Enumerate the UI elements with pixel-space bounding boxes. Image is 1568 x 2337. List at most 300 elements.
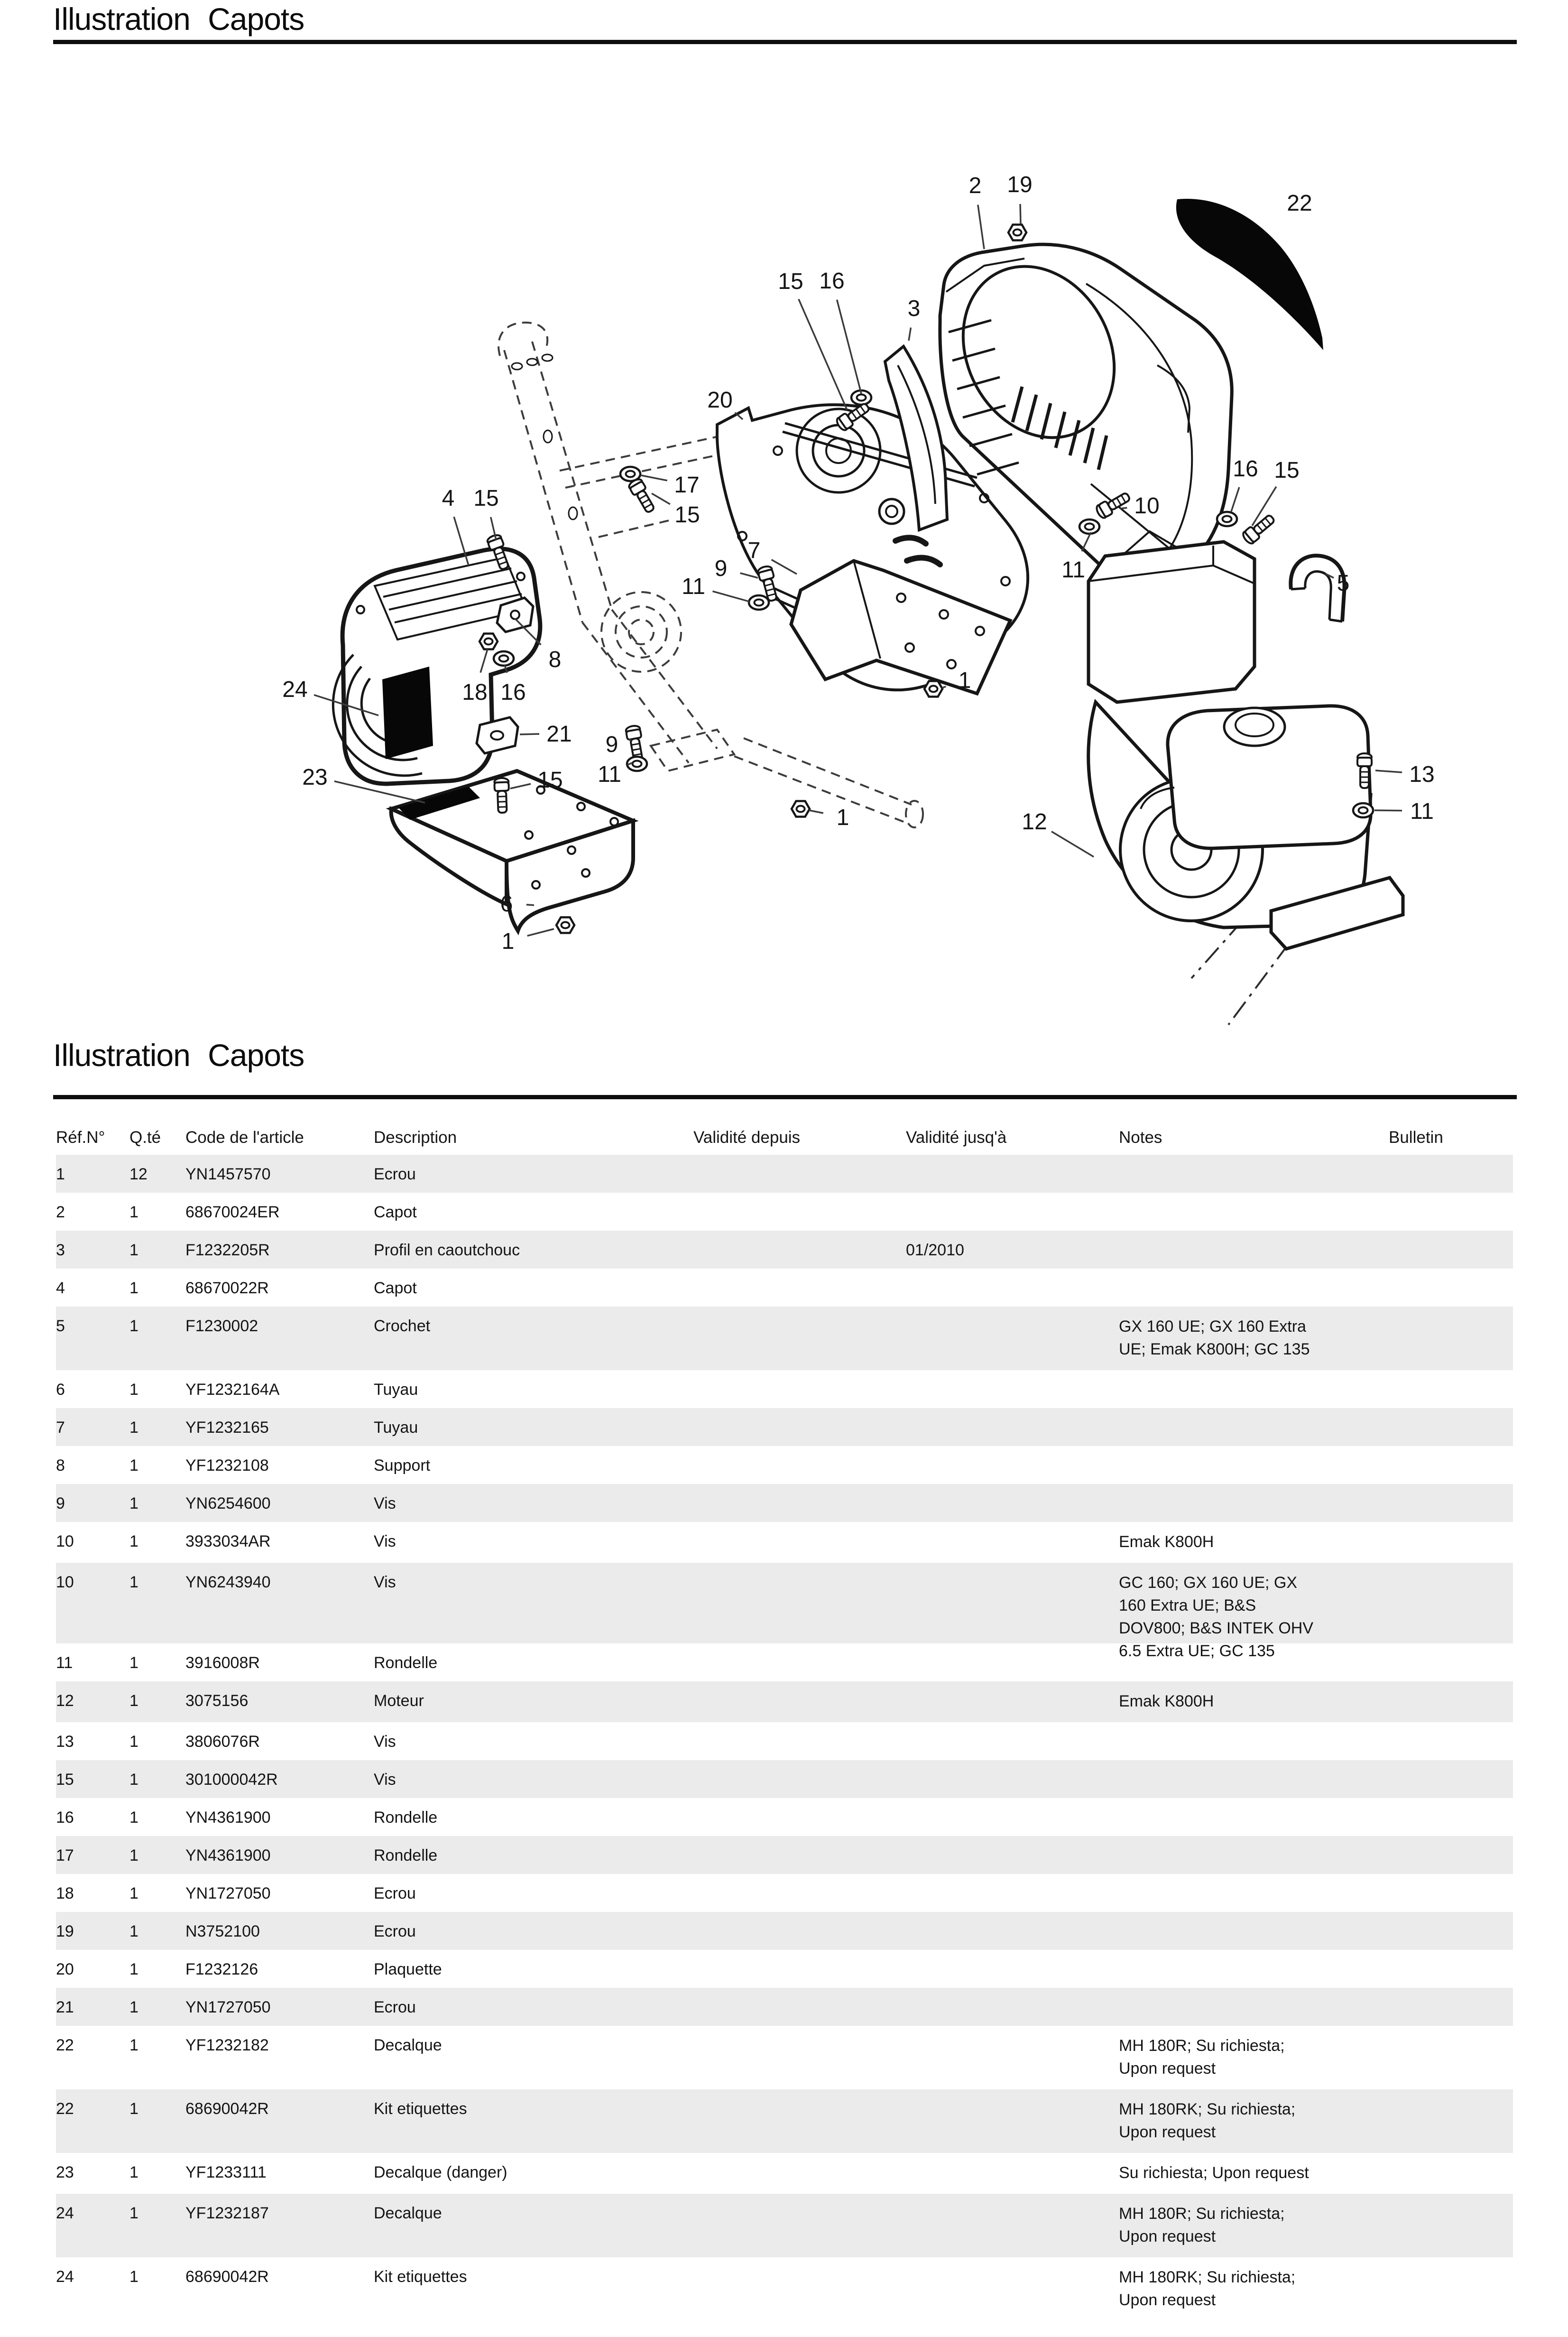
cell-code: YN1457570 [185,1165,271,1183]
leader-line [1120,508,1127,509]
cell-to [906,1760,1119,1798]
cell-to [906,2026,1119,2089]
cell-ref: 6 [56,1381,65,1399]
cell-desc: Moteur [374,1692,424,1710]
cell-bulletin [1389,1155,1513,1193]
cell-from [693,1408,906,1446]
table-row [56,1950,1513,1988]
cell-ref: 12 [56,1692,74,1710]
leader-line [712,591,749,602]
cell-from [693,2089,906,2153]
cell-qty: 1 [129,1960,138,1978]
cell-code: 3916008R [185,1654,260,1672]
cell-notes [1119,1370,1389,1408]
callout-16: 16 [500,680,526,705]
title-rule [53,40,1517,44]
cell-bulletin [1389,1522,1513,1563]
cell-ref: 13 [56,1733,74,1751]
callout-16: 16 [1233,456,1258,482]
leader-line [978,205,984,249]
cell-notes [1119,1446,1389,1484]
table-row [56,1193,1513,1231]
leader-line [1051,832,1094,857]
cell-from [693,1950,906,1988]
washer-icon [1217,512,1237,526]
cell-desc: Profil en caoutchouc [374,1241,520,1259]
cell-qty: 1 [129,2036,138,2054]
cell-to [906,1798,1119,1836]
cell-code: 3933034AR [185,1532,271,1550]
cell-bulletin [1389,2089,1513,2153]
cell-desc: Ecrou [374,1922,416,1940]
callout-11: 11 [1061,557,1085,583]
cell-to [906,1484,1119,1522]
cell-notes [1119,1408,1389,1446]
section-title: Illustration Capots [53,1038,304,1073]
cell-from [693,2257,906,2321]
page-title: Illustration Capots [53,1,304,37]
cell-ref: 24 [56,2268,74,2286]
cell-from [693,1988,906,2026]
cell-code: 3806076R [185,1733,260,1751]
cell-from [693,1912,906,1950]
side-cover-part [333,549,540,784]
cell-qty: 1 [129,2204,138,2222]
cell-desc: Vis [374,1771,396,1789]
cell-to [906,2257,1119,2321]
cell-to [906,2089,1119,2153]
cell-desc: Tuyau [374,1419,418,1437]
section-title-rule [53,1095,1517,1099]
nut-icon [924,681,942,697]
table-header-row [56,1122,1513,1155]
cell-bulletin [1389,2026,1513,2089]
callout-24: 24 [282,677,308,702]
callout-9: 9 [714,556,728,581]
cell-desc: Kit etiquettes [374,2100,467,2118]
cell-code: YF1233111 [185,2163,267,2181]
cell-bulletin [1389,1760,1513,1798]
cell-to [906,1912,1119,1950]
cell-code: YF1232187 [185,2204,269,2222]
callout-10: 10 [1134,493,1160,519]
cell-from [693,1836,906,1874]
table-row [56,1988,1513,2026]
cell-notes [1119,1155,1389,1193]
cell-code: YN6243940 [185,1573,271,1591]
cell-from [693,2153,906,2194]
cell-code: YF1232164A [185,1381,280,1399]
cell-bulletin [1389,1681,1513,1722]
cell-qty: 1 [129,1846,138,1864]
cell-from [693,1307,906,1370]
cell-qty: 1 [129,1317,138,1335]
cell-ref: 9 [56,1494,65,1512]
cell-ref: 11 [56,1654,73,1672]
leader-line [641,475,667,481]
table-row [56,2194,1513,2257]
cell-desc: Vis [374,1733,396,1751]
table-row [56,1563,1513,1660]
cell-to [906,1988,1119,2026]
cell-desc: Tuyau [374,1381,418,1399]
cell-bulletin [1389,2194,1513,2257]
cell-to [906,1950,1119,1988]
callout-15: 15 [1274,458,1300,483]
cell-ref: 20 [56,1960,74,1978]
cell-ref: 24 [56,2204,74,2222]
cell-from [693,1269,906,1307]
cell-to [906,1370,1119,1408]
table-row [56,1874,1513,1912]
callout-11: 11 [682,574,705,599]
cell-to [906,1307,1119,1370]
cell-from [693,1798,906,1836]
cell-bulletin [1389,1798,1513,1836]
leader-line [527,929,554,936]
cell-bulletin [1389,1874,1513,1912]
callout-15: 15 [674,502,700,528]
cell-to [906,1446,1119,1484]
cell-qty: 1 [129,1884,138,1902]
cell-ref: 8 [56,1456,65,1475]
table-row [56,1231,1513,1269]
cell-notes [1119,1231,1389,1269]
cell-qty: 1 [129,2163,138,2181]
leader-line [1231,487,1239,511]
cell-notes: Emak K800H [1119,1692,1214,1710]
cell-ref: 2 [56,1203,65,1221]
col-header-to: Validité jusq'à [906,1128,1007,1147]
cell-from [693,1681,906,1722]
cell-code: 68690042R [185,2268,269,2286]
leader-line [799,299,847,410]
callout-9: 9 [605,732,618,757]
callout-7: 7 [747,538,761,563]
callout-4: 4 [442,486,455,511]
callout-1: 1 [958,668,971,693]
callout-12: 12 [1022,809,1047,835]
cell-qty: 1 [129,1203,138,1221]
callout-11: 11 [1410,799,1434,824]
cell-from [693,1446,906,1484]
cell-desc: Capot [374,1203,417,1221]
cell-bulletin [1389,1912,1513,1950]
cell-bulletin [1389,1988,1513,2026]
cell-code: 68670022R [185,1279,269,1297]
cell-desc: Ecrou [374,1165,416,1183]
table-row [56,1446,1513,1484]
leader-line [809,810,823,813]
cell-ref: 7 [56,1419,65,1437]
cell-qty: 1 [129,1241,138,1259]
col-header-notes: Notes [1119,1128,1162,1147]
col-header-code: Code de l'article [185,1128,304,1147]
table-row [56,1522,1513,1563]
table-row [56,1370,1513,1408]
cell-qty: 1 [129,1998,138,2016]
cell-from [693,1874,906,1912]
cell-notes [1119,1950,1389,1988]
cell-qty: 1 [129,1419,138,1437]
cell-qty: 1 [129,1654,138,1672]
cell-code: F1230002 [185,1317,258,1335]
cell-qty: 1 [129,1922,138,1940]
cell-bulletin [1389,1484,1513,1522]
cell-ref: 21 [56,1998,74,2016]
callout-21: 21 [546,722,572,747]
leader-line [652,493,670,504]
cell-desc: Decalque [374,2036,442,2054]
cell-notes [1119,1836,1389,1874]
callout-22: 22 [1287,191,1312,216]
cell-notes [1119,1912,1389,1950]
cell-notes [1119,1193,1389,1231]
cell-bulletin [1389,1269,1513,1307]
cell-from [693,1231,906,1269]
callout-19: 19 [1007,172,1033,197]
leader-line [1020,204,1021,224]
cell-to [906,1408,1119,1446]
cell-ref: 16 [56,1808,74,1827]
cell-to [906,1269,1119,1307]
col-header-desc: Description [374,1128,457,1147]
cell-notes [1119,1988,1389,2026]
cell-qty: 1 [129,1279,138,1297]
cell-code: YN1727050 [185,1998,271,2016]
cell-qty: 1 [129,1494,138,1512]
cell-bulletin [1389,1722,1513,1760]
cell-ref: 22 [56,2036,74,2054]
callout-15: 15 [778,269,803,294]
cell-notes: MH 180R; Su richiesta; Upon request [1119,2037,1285,2077]
table-row [56,2257,1513,2321]
washer-icon [749,595,769,610]
cell-code: YN4361900 [185,1808,271,1827]
cell-desc: Plaquette [374,1960,442,1978]
cell-from [693,1484,906,1522]
cell-bulletin [1389,1950,1513,1988]
cell-from [693,2026,906,2089]
cell-to [906,1522,1119,1563]
cell-bulletin [1389,1836,1513,1874]
cell-from [693,1722,906,1760]
cell-from [693,2194,906,2257]
cell-desc: Rondelle [374,1654,438,1672]
cell-notes [1119,1760,1389,1798]
cell-desc: Capot [374,1279,417,1297]
table-row [56,2089,1513,2153]
leader-line [740,573,758,578]
cell-to: 01/2010 [906,1241,964,1259]
cell-qty: 1 [129,1808,138,1827]
cell-ref: 1 [56,1165,65,1183]
table-row [56,1836,1513,1874]
cell-to [906,1193,1119,1231]
cell-ref: 10 [56,1573,74,1591]
leader-line [942,686,946,688]
nut-icon [1008,225,1026,241]
cell-ref: 19 [56,1922,74,1940]
cell-notes [1119,1798,1389,1836]
col-header-qty: Q.té [129,1128,161,1147]
table-row [56,1798,1513,1836]
cell-from [693,1193,906,1231]
callout-1: 1 [501,929,515,954]
cell-desc: Support [374,1456,431,1475]
cell-desc: Crochet [374,1317,431,1335]
cell-code: F1232205R [185,1241,270,1259]
table-row [56,2153,1513,2194]
callout-23: 23 [302,765,328,790]
cell-to [906,1155,1119,1193]
cell-ref: 22 [56,2100,74,2118]
cell-notes: GC 160; GX 160 UE; GX 160 Extra UE; B&S DOV800; B&S INTEK OHV 6.5 Extra UE; GC 135 [1119,1574,1314,1660]
cell-ref: 23 [56,2163,74,2181]
callout-5: 5 [1337,571,1350,596]
parts-table [56,1122,1513,2321]
cell-bulletin [1389,2153,1513,2194]
table-row [56,1484,1513,1522]
table-row [56,2026,1513,2089]
cell-desc: Vis [374,1573,396,1591]
cell-qty: 1 [129,1733,138,1751]
callout-15: 15 [473,486,499,511]
callout-18: 18 [462,680,488,705]
nut-icon [556,918,574,933]
cell-from [693,1760,906,1798]
cell-to [906,1681,1119,1722]
table-row [56,1912,1513,1950]
callout-3: 3 [907,296,921,321]
col-header-from: Validité depuis [693,1128,801,1147]
cell-code: YN4361900 [185,1846,271,1864]
cell-desc: Vis [374,1532,396,1550]
table-row [56,1307,1513,1370]
cell-to [906,1836,1119,1874]
cell-qty: 1 [129,1381,138,1399]
cell-bulletin [1389,1370,1513,1408]
cell-ref: 15 [56,1771,74,1789]
table-row [56,1269,1513,1307]
leader-line [1374,810,1402,811]
table-row [56,1722,1513,1760]
cell-ref: 17 [56,1846,74,1864]
table-row [56,1760,1513,1798]
cell-desc: Ecrou [374,1884,416,1902]
cell-code: 68670024ER [185,1203,280,1221]
cell-qty: 1 [129,1692,138,1710]
nut-icon [480,634,498,649]
cell-desc: Kit etiquettes [374,2268,467,2286]
cell-code: YF1232108 [185,1456,269,1475]
cell-code: N3752100 [185,1922,260,1940]
cell-desc: Vis [374,1494,396,1512]
cell-from [693,1155,906,1193]
cell-to [906,2153,1119,2194]
cell-code: YN1727050 [185,1884,271,1902]
cell-desc: Rondelle [374,1808,438,1827]
cell-qty: 1 [129,1456,138,1475]
cell-desc: Rondelle [374,1846,438,1864]
parts-diagram-svg [0,57,1568,1034]
leader-line [1375,770,1402,772]
cell-notes: MH 180RK; Su richiesta; Upon request [1119,2268,1296,2309]
callout-20: 20 [707,388,733,413]
cell-qty: 1 [129,2100,138,2118]
cell-desc: Decalque (danger) [374,2163,507,2181]
cell-bulletin [1389,1231,1513,1269]
cell-code: F1232126 [185,1960,258,1978]
cell-qty: 1 [129,1771,138,1789]
washer-icon [494,651,514,666]
cell-ref: 5 [56,1317,65,1335]
cell-desc: Ecrou [374,1998,416,2016]
washer-icon [1353,803,1373,817]
cell-from [693,1370,906,1408]
callout-13: 13 [1409,762,1435,787]
col-header-ref: Réf.N° [56,1128,105,1147]
cell-notes: Emak K800H [1119,1533,1214,1551]
cell-qty: 1 [129,1532,138,1550]
exploded-parts-diagram [0,57,1568,1034]
cell-qty: 1 [129,1573,138,1591]
callout-1: 1 [836,805,849,830]
cell-from [693,1563,906,1672]
cell-ref: 18 [56,1884,74,1902]
leader-line [837,300,861,394]
cell-to [906,2194,1119,2257]
callout-16: 16 [819,269,845,294]
leader-line [909,327,911,341]
cell-bulletin [1389,1563,1513,1672]
cell-notes [1119,1874,1389,1912]
callout-8: 8 [548,647,562,672]
callout-17: 17 [674,473,700,498]
callout-15: 15 [537,768,563,793]
cell-notes: MH 180RK; Su richiesta; Upon request [1119,2100,1296,2141]
screw-icon [1357,753,1372,788]
cell-code: 301000042R [185,1771,278,1789]
cell-qty: 1 [129,2268,138,2286]
screw-icon [627,477,657,514]
cell-code: YF1232182 [185,2036,269,2054]
cell-code: YN6254600 [185,1494,271,1512]
cell-notes: MH 180R; Su richiesta; Upon request [1119,2205,1285,2245]
cell-notes [1119,1722,1389,1760]
cell-notes: GX 160 UE; GX 160 Extra UE; Emak K800H; GC 135 [1119,1317,1310,1358]
cell-ref: 4 [56,1279,65,1297]
washer-icon [1079,519,1099,534]
table-row [56,1681,1513,1722]
cell-code: YF1232165 [185,1419,269,1437]
cell-to [906,1874,1119,1912]
cell-to [906,1563,1119,1672]
callout-6: 6 [500,891,513,917]
cell-notes: Su richiesta; Upon request [1119,2164,1309,2182]
cell-ref: 3 [56,1241,65,1259]
cell-code: 3075156 [185,1692,249,1710]
cell-to [906,1722,1119,1760]
col-header-bulletin: Bulletin [1389,1128,1443,1147]
cell-desc: Decalque [374,2204,442,2222]
callout-2: 2 [968,173,982,198]
cell-bulletin [1389,1193,1513,1231]
cell-bulletin [1389,1408,1513,1446]
cell-ref: 10 [56,1532,74,1550]
cell-bulletin [1389,2257,1513,2321]
cell-bulletin [1389,1446,1513,1484]
